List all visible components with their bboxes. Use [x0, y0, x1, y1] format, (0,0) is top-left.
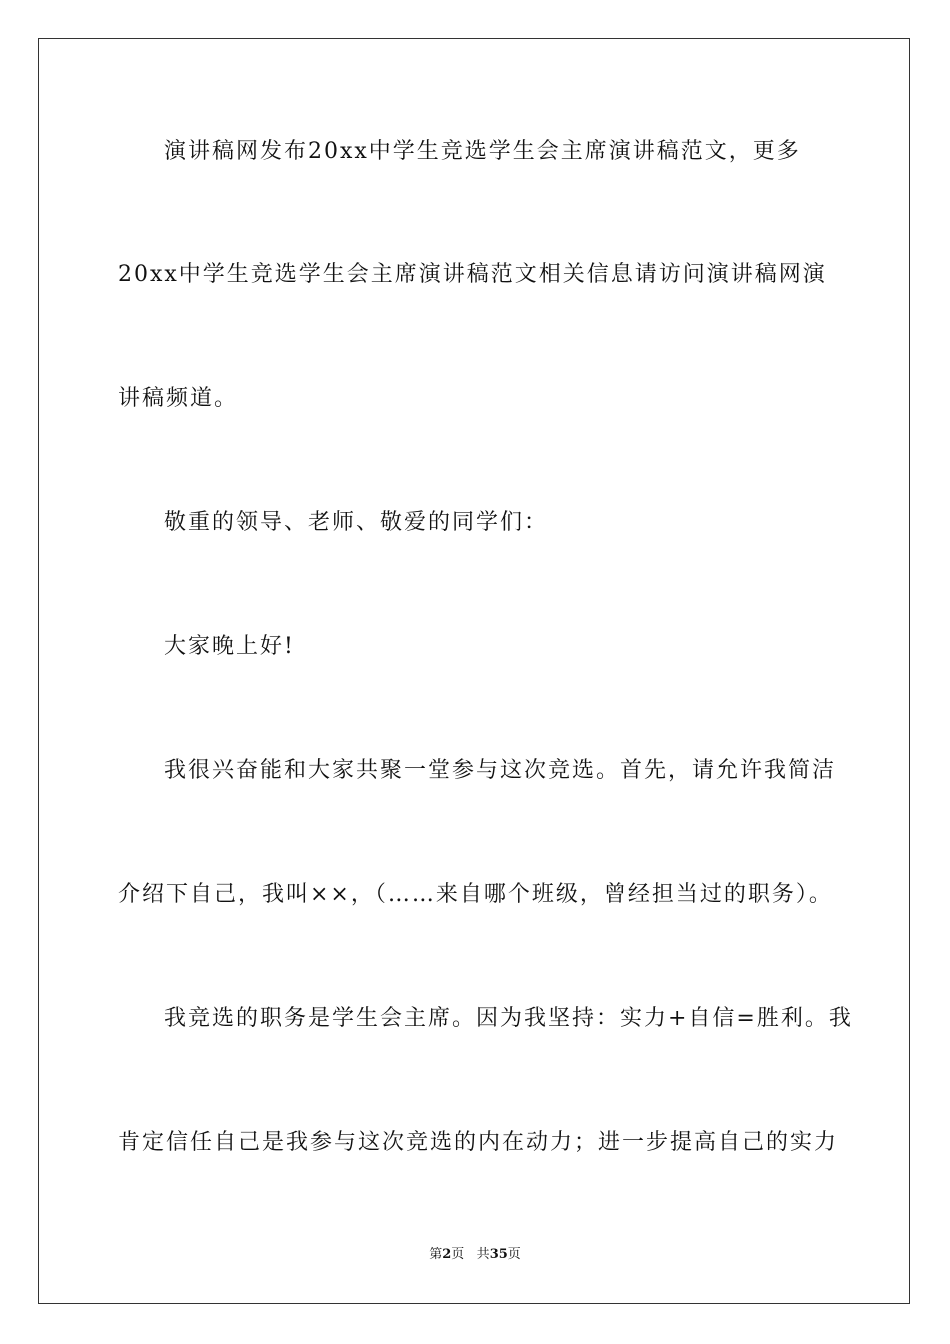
paragraph-line: 我很兴奋能和大家共聚一堂参与这次竞选。首先，请允许我简洁 [164, 758, 837, 783]
paragraph-line: 大家晚上好! [164, 634, 295, 659]
footer-page-suffix: 页 [451, 1247, 465, 1262]
footer-total-prefix: 共 [476, 1247, 490, 1262]
paragraph-line: 介绍下自己，我叫××，（……来自哪个班级，曾经担当过的职务）。 [118, 882, 833, 907]
paragraph-line: 肯定信任自己是我参与这次竞选的内在动力；进一步提高自己的实力 [118, 1130, 839, 1155]
page-footer [0, 1247, 950, 1263]
paragraph-line: 讲稿频道。 [118, 386, 239, 411]
paragraph-line: 敬重的领导、老师、敬爱的同学们： [164, 510, 549, 535]
page-frame [38, 38, 910, 1304]
paragraph-line: 演讲稿网发布20xx中学生竞选学生会主席演讲稿范文，更多 [164, 139, 801, 164]
footer-page-number: 2 [442, 1247, 452, 1262]
footer-prefix: 第 [429, 1247, 443, 1262]
footer-total-suffix: 页 [507, 1247, 521, 1262]
paragraph-line: 20xx中学生竞选学生会主席演讲稿范文相关信息请访问演讲稿网演 [118, 262, 827, 287]
footer-total-pages: 35 [489, 1247, 508, 1262]
paragraph-line: 我竞选的职务是学生会主席。因为我坚持：实力+自信=胜利。我 [164, 1006, 853, 1031]
